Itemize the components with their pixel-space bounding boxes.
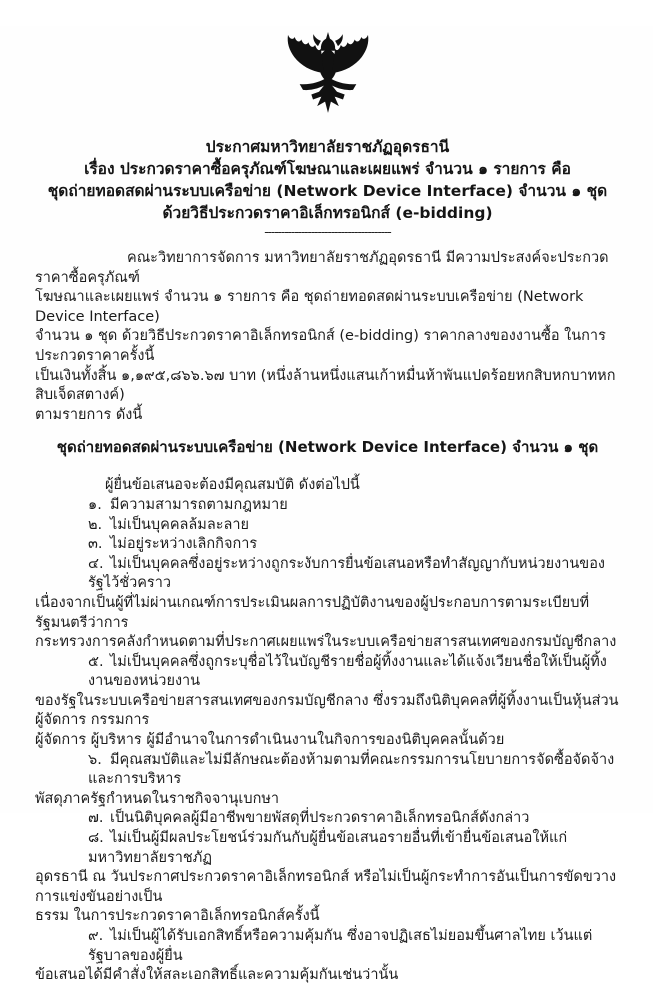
qualification-item [35,809,620,829]
clause-number: ๘. [88,830,104,847]
intro-paragraph [35,249,620,425]
clause-number: ๖. [88,751,102,768]
qualification-item [35,927,620,986]
clause-text: มีคุณสมบัติและไม่มีลักษณะต้องห้ามตามที่คณะกรรมการนโยบายการจัดซื้อจัดจ้างและการบริหาร [88,751,615,788]
clause-text: เนื่องจากเป็นผู้ที่ไม่ผ่านเกณฑ์การประเมินผลการปฏิบัติงานของผู้ประกอบการตามระเบียบที่รัฐมนตรีว่าการ [35,594,590,631]
qualification-item [35,535,620,555]
qualification-item [35,829,620,927]
clause-text: อุดรธานี ณ วันประกาศประกวดราคาอิเล็กทรอนิกส์ หรือไม่เป็นผู้กระทำการอันเป็นการขัดขวางการแข่งขันอย่างเป็น [35,869,617,905]
paragraph-line: คณะวิทยาการจัดการ มหาวิทยาลัยราชภัฏอุดรธานี มีความประสงค์จะประกวดราคาซื้อครุภัณฑ์ [35,250,609,286]
title-line-method: ด้วยวิธีประกวดราคาอิเล็กทรอนิกส์ (e-bidding) [162,204,493,222]
separator-dashes: -------------------------------------- [264,225,391,239]
clause-text: เป็นนิติบุคคลผู้มีอาชีพขายพัสดุที่ประกวดราคาอิเล็กทรอนิกส์ดังกล่าว [110,810,530,827]
clause-text: ไม่เป็นบุคคลซึ่งถูกระบุชื่อไว้ในบัญชีรายชื่อผู้ทิ้งงานและได้แจ้งเวียนชื่อให้เป็นผู้ทิ้งงานของหน่วยงาน [88,653,607,690]
qualification-item [35,751,620,810]
clause-text: ธรรม ในการประกวดราคาอิเล็กทรอนิกส์ครั้งนี้ [35,908,320,925]
clause-text: ของรัฐในระบบเครือข่ายสารสนเทศของกรมบัญชีกลาง ซึ่งรวมถึงนิติบุคคลที่ผู้ทิ้งงานเป็นหุ้นส่วนผู้จัดการ กรรมการ [35,692,619,729]
clause-text: ไม่เป็นบุคคลซึ่งอยู่ระหว่างถูกระงับการยื่นข้อเสนอหรือทำสัญญากับหน่วยงานของรัฐไว้ชั่วคราว [88,555,606,592]
clause-text: กระทรวงการคลังกำหนดตามที่ประกาศเผยแพร่ในระบบเครือข่ายสารสนเทศของกรมบัญชีกลาง [35,634,617,651]
paragraph-line: เป็นเงินทั้งสิ้น ๑,๑๙๕,๘๖๖.๖๗ บาท (หนึ่งล้านหนึ่งแสนเก้าหมื่นห้าพันแปดร้อยหกสิบหกบาทหกสิบเจ็ดสตางค์) [35,367,616,404]
clause-text: มีความสามารถตามกฎหมาย [110,496,288,513]
clause-text: ผู้จัดการ ผู้บริหาร ผู้มีอำนาจในการดำเนินงานในกิจการของนิติบุคคลนั้นด้วย [35,732,505,749]
clause-number: ๓. [88,536,103,553]
item-heading: ชุดถ่ายทอดสดผ่านระบบเครือข่าย (Network Device Interface) จำนวน ๑ ชุด [56,438,599,457]
qualification-item [35,555,620,653]
clause-text: พัสดุภาครัฐกำหนดในราชกิจจานุเบกษา [35,790,280,807]
qualification-item [35,516,620,536]
qualifications-intro: ผู้ยื่นข้อเสนอจะต้องมีคุณสมบัติ ดังต่อไปนี้ [105,477,360,494]
qualification-item [35,653,620,751]
clause-text: ไม่เป็นบุคคลล้มละลาย [110,516,250,533]
clause-number: ๙. [88,928,104,944]
paragraph-line: โฆษณาและเผยแพร่ จำนวน ๑ รายการ คือ ชุดถ่ายทอดสดผ่านระบบเครือข่าย (Network Device Interface) [35,289,584,325]
document-page [0,26,653,984]
paragraph-line: ตามรายการ ดังนี้ [35,406,143,423]
clause-number: ๗. [88,810,104,827]
clause-number: ๕. [88,653,104,670]
paragraph-line: จำนวน ๑ ชุด ด้วยวิธีประกวดราคาอิเล็กทรอนิกส์ (e-bidding) ราคากลางของงานซื้อ ในการประกวดราคาครั้งนี้ [35,328,606,364]
title-line-item: ชุดถ่ายทอดสดผ่านระบบเครือข่าย (Network Device Interface) จำนวน ๑ ชุด [47,182,608,200]
document-title [35,136,620,224]
title-line-org: ประกาศมหาวิทยาลัยราชภัฏอุดรธานี [205,138,450,156]
clause-number: ๔. [88,555,104,572]
clause-text: ไม่เป็นผู้มีผลประโยชน์ร่วมกันกับผู้ยื่นข้อเสนอรายอื่นที่เข้ายื่นข้อเสนอให้แก่มหาวิทยาลัยราชภัฏ [88,830,568,866]
clause-text: ข้อเสนอได้มีคำสั่งให้สละเอกสิทธิ์และความคุ้มกันเช่นว่านั้น [35,967,399,984]
title-line-subject: เรื่อง ประกวดราคาซื้อครุภัณฑ์โฆษณาและเผยแพร่ จำนวน ๑ รายการ คือ [84,160,571,178]
clause-number: ๑. [88,496,102,513]
clause-number: ๒. [88,516,103,533]
garuda-emblem-icon [278,26,378,128]
clause-text: ไม่อยู่ระหว่างเลิกกิจการ [110,536,258,553]
clause-text: ไม่เป็นผู้ได้รับเอกสิทธิ์หรือความคุ้มกัน ซึ่งอาจปฏิเสธไม่ยอมขึ้นศาลไทย เว้นแต่รัฐบาลของผู้ยื่น [88,928,593,964]
qualification-item [35,496,620,516]
